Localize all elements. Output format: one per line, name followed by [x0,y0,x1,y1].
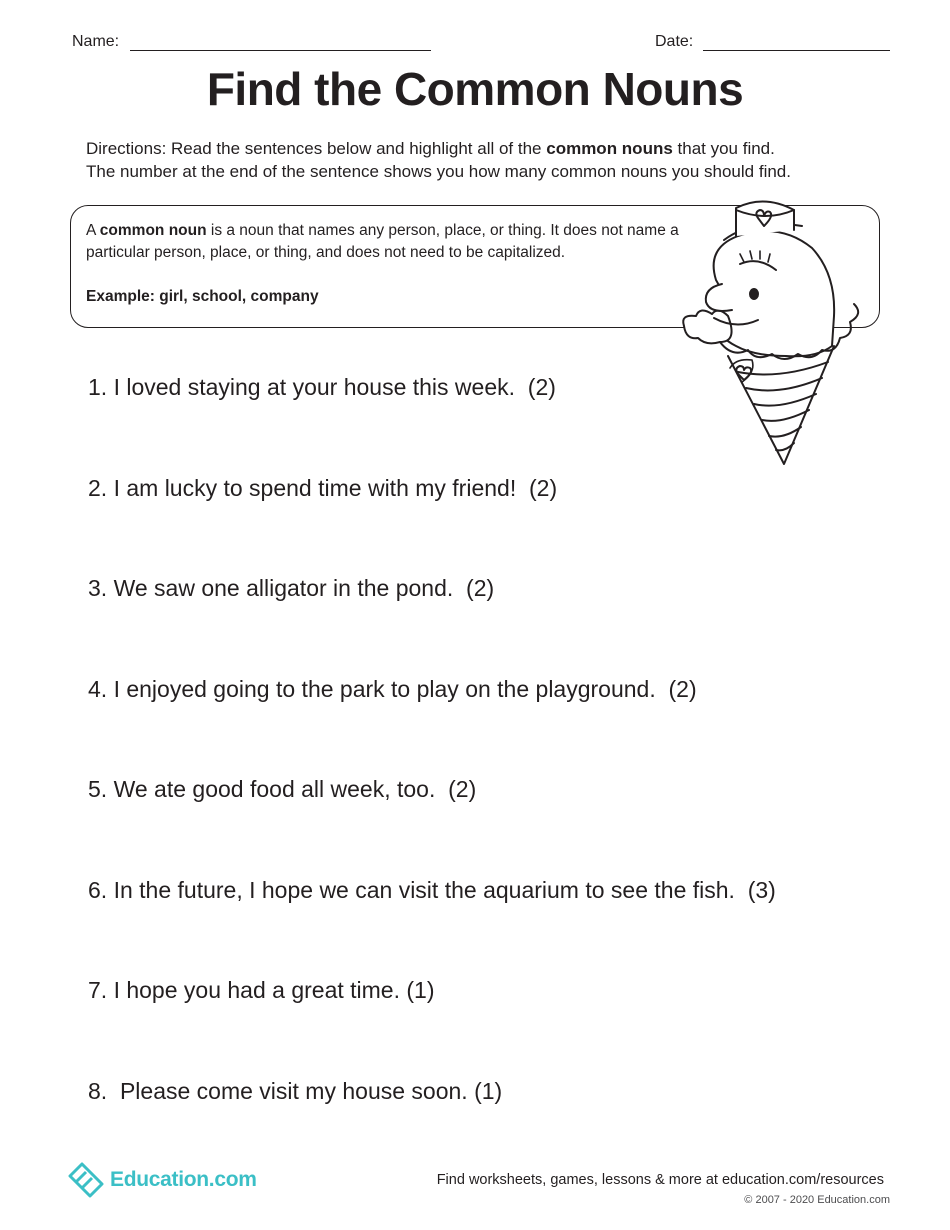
sentence-7: 7. I hope you had a great time. (1) [88,977,435,1003]
sentence-1: 1. I loved staying at your house this week. (2) [88,374,556,400]
page-title: Find the Common Nouns [206,63,744,115]
name-field[interactable] [130,50,431,51]
date-label: Date: [655,33,694,50]
sentence-3: 3. We saw one alligator in the pond. (2) [88,575,495,601]
directions-bold: common nouns [546,139,673,158]
copyright: © 2007 - 2020 Education.com [744,1194,890,1206]
directions-line2: The number at the end of the sentence shows you how many common nouns you should find. [86,162,791,181]
directions [86,137,791,183]
definition-lead: A [86,222,100,239]
sentence-2: 2. I am lucky to spend time with my friend! (2) [88,475,558,501]
sentence-4: 4. I enjoyed going to the park to play on the playground. (2) [88,676,697,702]
definition-example: Example: girl, school, company [86,288,319,305]
date-field[interactable] [703,50,890,51]
sentence-8: 8. Please come visit my house soon. (1) [88,1078,503,1104]
definition-term: common noun [99,222,207,239]
ice-cream-mascot-illustration [676,196,876,472]
sentence-5: 5. We ate good food all week, too. (2) [88,776,477,802]
definition-rest: is a noun that names any person, place, or thing. It does not name a particular person, place, or thing, and does not need to be capitalized. [86,222,679,261]
definition-text [86,220,706,264]
resources-link[interactable]: Find worksheets, games, lessons & more at education.com/resources [436,1172,884,1188]
education-logo-text: Education.com [110,1168,257,1191]
education-logo[interactable] [66,1162,257,1198]
name-label: Name: [72,33,120,50]
directions-suffix: that you find. [672,139,775,158]
sentence-6: 6. In the future, I hope we can visit the aquarium to see the fish. (3) [88,877,776,903]
directions-prefix: Directions: Read the sentences below and highlight all of the [86,139,547,158]
education-logo-icon [66,1162,106,1198]
